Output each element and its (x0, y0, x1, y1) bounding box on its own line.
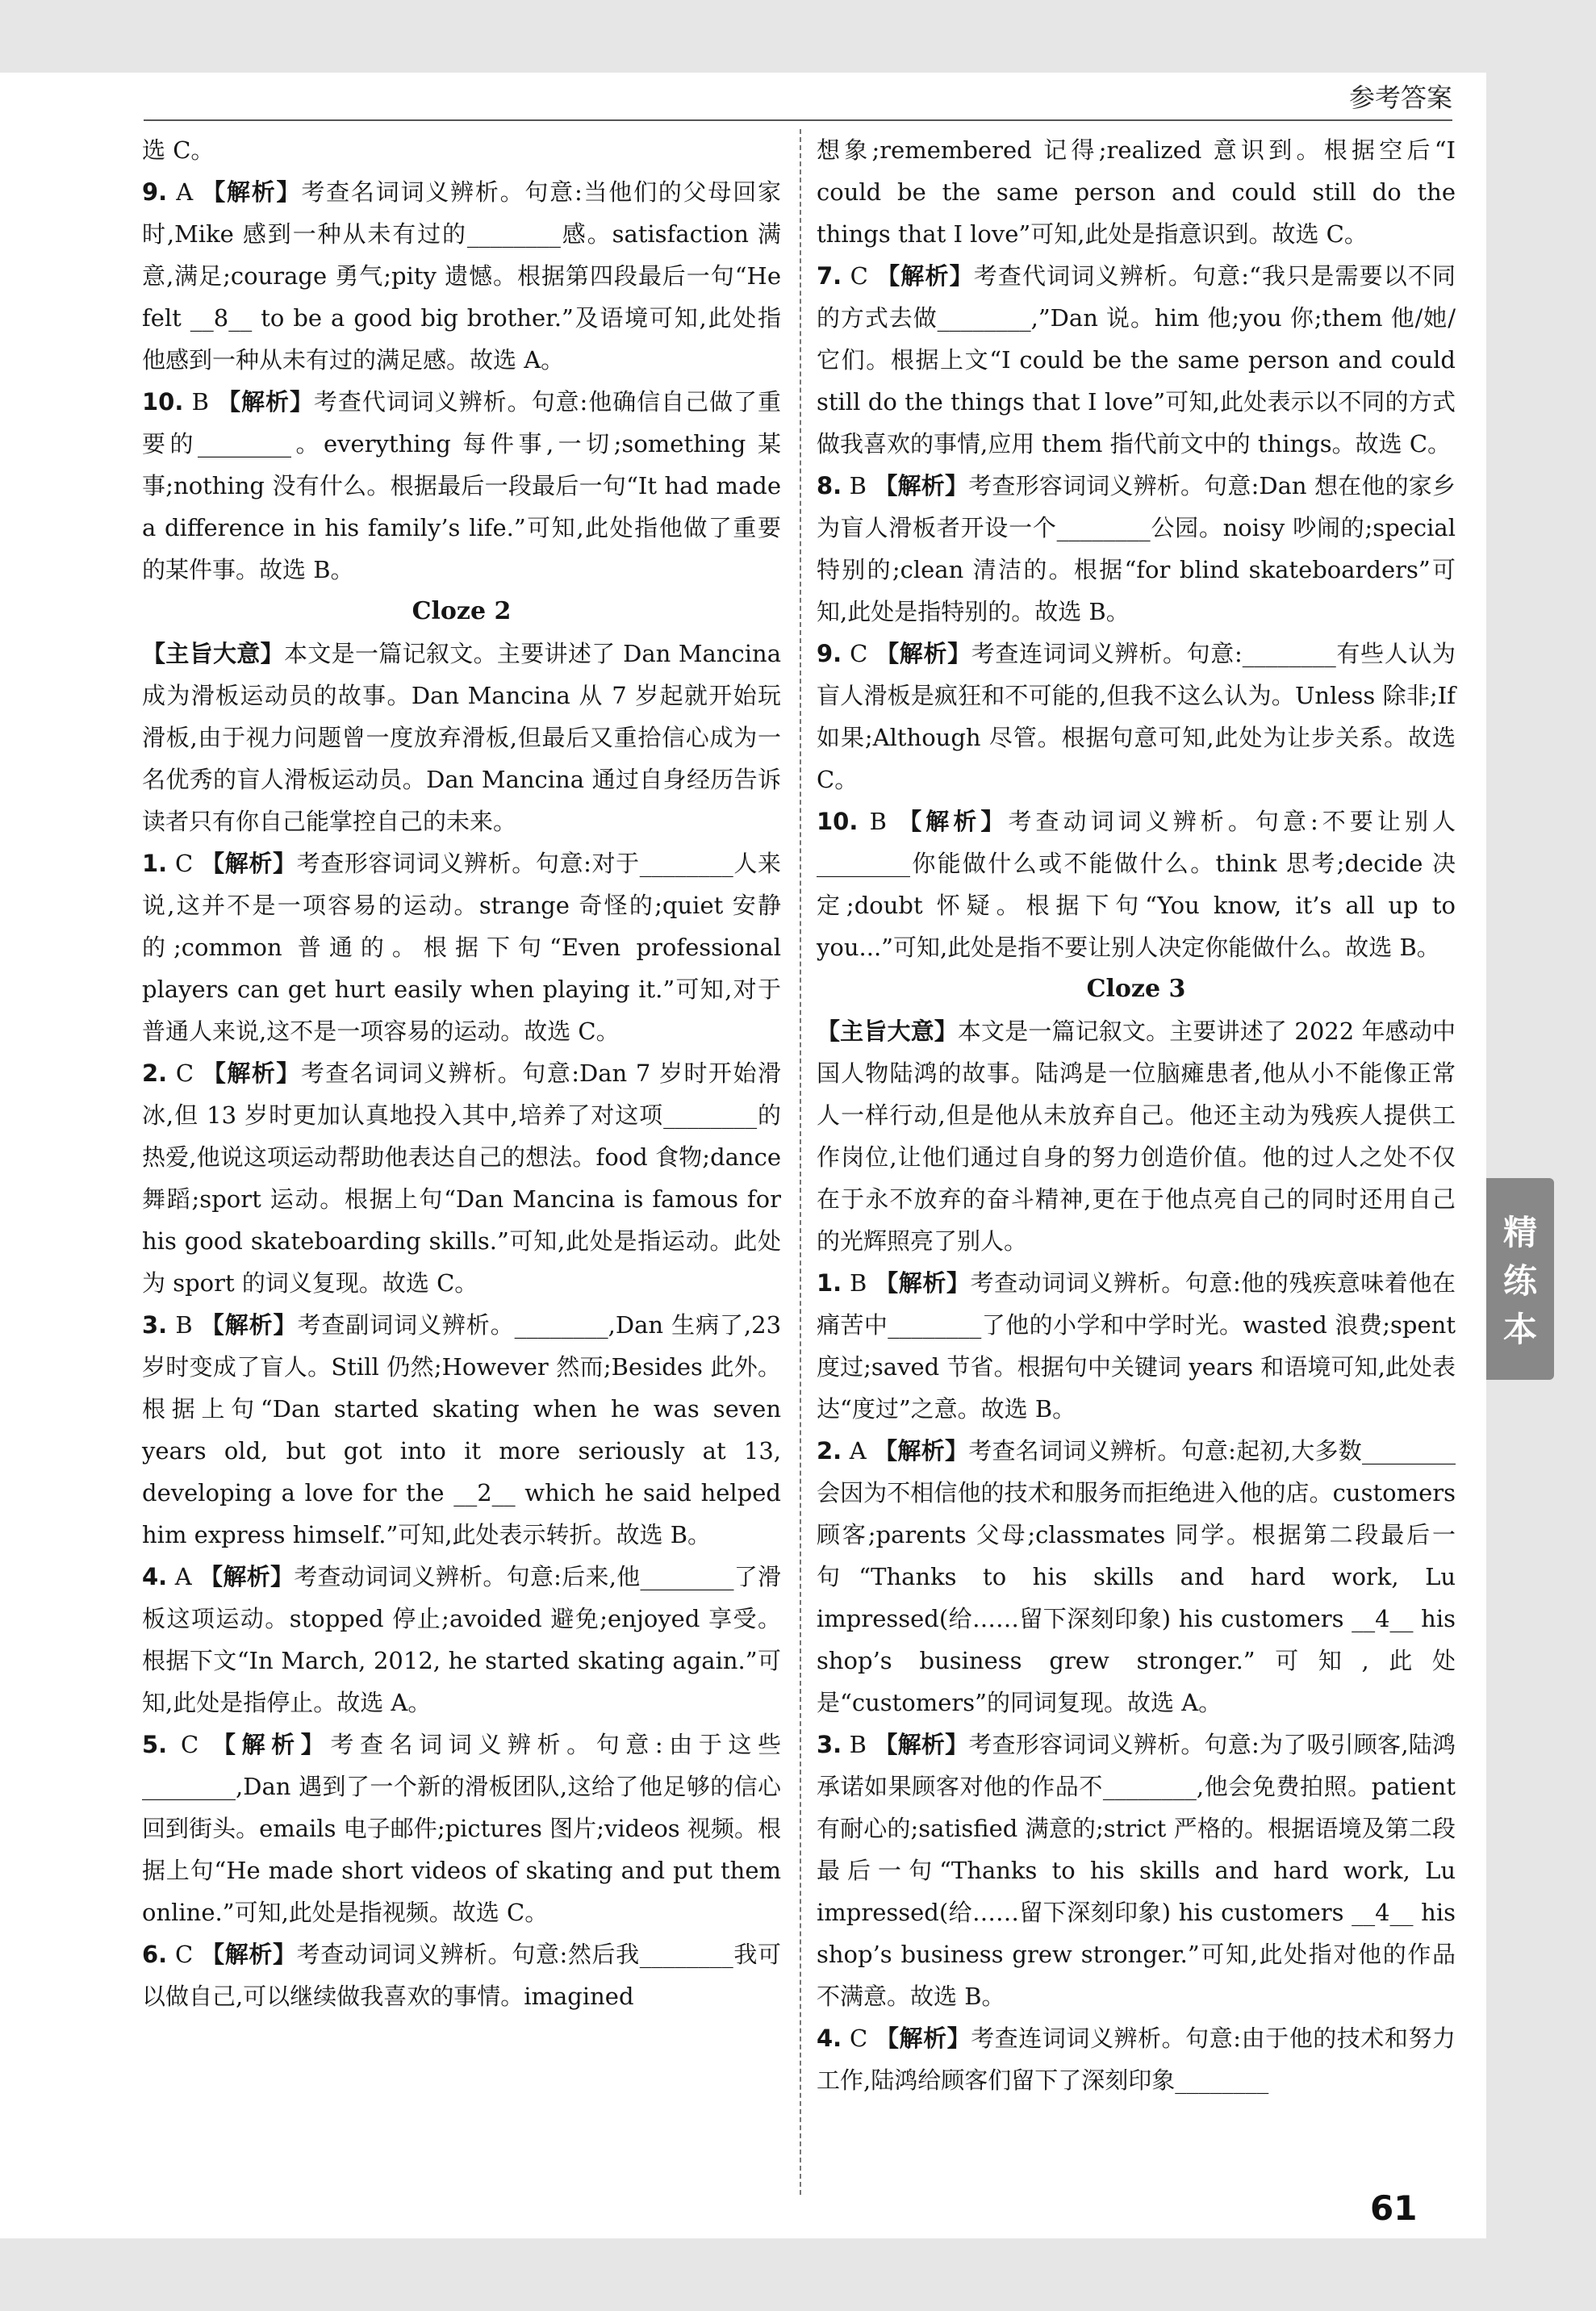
analysis-tag: 【解析】 (202, 1059, 301, 1087)
analysis-tag: 【解析】 (201, 850, 297, 877)
question-number: 4. (142, 1563, 168, 1590)
analysis-tag: 【解析】 (875, 2025, 971, 2052)
question-number: 2. (817, 1437, 842, 1465)
header-rule (144, 119, 1452, 121)
answer-item (142, 1052, 781, 1304)
question-number: 9. (142, 178, 168, 206)
analysis-text: 考查名词词义辨析。句意:当他们的父母回家时,Mike 感到一种从未有过的________感。satisfaction 满意,满足;courage 勇气;pity 遗憾。根据第四段最后一句“He felt __8__ to be a good big brother.”及语境可知,此处指他感到一种从未有过的满足感。故选 A。 (142, 178, 782, 374)
page-number: 61 (1370, 2188, 1418, 2228)
question-number: 3. (817, 1731, 842, 1758)
answer-item (817, 1430, 1456, 1724)
question-number: 9. (817, 640, 842, 667)
left-column (142, 129, 781, 2017)
analysis-text: 考查动词词义辨析。句意:后来,他________了滑板这项运动。stopped 停止;avoided 避免;enjoyed 享受。根据下文“In March, 2012, he started skating again.”可知,此处是指停止。故选 A。 (142, 1563, 782, 1716)
analysis-text: 考查名词词义辨析。句意:起初,大多数________会因为不相信他的技术和服务而拒绝进入他的店。customers 顾客;parents 父母;classmates 同学。根据第二段最后一句“Thanks to his skills and hard work, Lu impressed(给……留下深刻印象) his customers __4__ his shop’s business grew stronger.”可知,此处是“customers”的同词复现。故选 A。 (817, 1437, 1456, 1716)
answer-choice: C (175, 1059, 194, 1087)
question-number: 7. (817, 262, 842, 290)
question-number: 5. (142, 1731, 168, 1758)
analysis-tag: 【解析】 (199, 1563, 295, 1590)
analysis-tag: 【解析】 (874, 1437, 969, 1465)
analysis-tag: 【解析】 (875, 1269, 971, 1297)
analysis-tag: 【解析】 (200, 1311, 298, 1339)
analysis-tag: 【解析】 (874, 1731, 969, 1758)
question-number: 10. (142, 388, 184, 416)
column-divider (800, 129, 801, 2195)
answer-item (142, 1724, 781, 1933)
answer-item (142, 1933, 781, 2017)
answer-item (817, 465, 1456, 633)
main-idea (817, 1010, 1456, 1262)
question-number: 6. (142, 1941, 168, 1968)
answer-choice: B (869, 808, 887, 835)
page-header-title: 参考答案 (1348, 82, 1452, 113)
analysis-text: 考查动词词义辨析。句意:不要让别人________你能做什么或不能做什么。think 思考;decide 决定;doubt 怀疑。根据下句“You know, it’s all up to you...”可知,此处是指不要让别人决定你能做什么。故选 B。 (817, 808, 1456, 961)
answer-choice: B (849, 472, 867, 499)
answer-item (817, 1262, 1456, 1430)
answer-choice: B (850, 1269, 867, 1297)
analysis-text: 考查形容词词义辨析。句意:对于________人来说,这并不是一项容易的运动。strange 奇怪的;quiet 安静的;common 普通的。根据下句“Even professional players can get hurt easily when playing it.”可知,对于普通人来说,这不是一项容易的运动。故选 C。 (142, 850, 781, 1045)
answer-item (817, 255, 1456, 465)
right-column (817, 129, 1456, 2101)
answer-choice: B (175, 1311, 193, 1339)
analysis-tag: 【解析】 (202, 178, 302, 206)
question-number: 3. (142, 1311, 168, 1339)
answer-choice: C (850, 640, 868, 667)
analysis-text: 考查副词词义辨析。________,Dan 生病了,23 岁时变成了盲人。Still 仍然;However 然而;Besides 此外。根据上句“Dan started skating when he was seven years old, but got into it more seriously at 13, developing a love for the __2__ which he said helped him express himself.”可知,此处表示转折。故选 B。 (142, 1311, 782, 1548)
answer-choice: B (191, 388, 209, 416)
main-idea-text: 本文是一篇记叙文。主要讲述了 Dan Mancina 成为滑板运动员的故事。Dan Mancina 从 7 岁起就开始玩滑板,由于视力问题曾一度放弃滑板,但最后又重拾信心成为一名优秀的盲人滑板运动员。Dan Mancina 通过自身经历告诉读者只有你自己能掌控自己的未来。 (142, 640, 781, 835)
analysis-tag: 【解析】 (874, 472, 969, 499)
answer-item (142, 171, 781, 381)
analysis-text: 考查代词词义辨析。句意:他确信自己做了重要的________。everything 每件事,一切;something 某事;nothing 没有什么。根据最后一段最后一句“It had made a difference in his family’s life.”可知,此处指他做了重要的某件事。故选 B。 (142, 388, 781, 583)
answer-item (817, 633, 1456, 800)
answer-choice: B (849, 1731, 867, 1758)
analysis-text: 考查连词词义辨析。句意:________有些人认为盲人滑板是疯狂和不可能的,但我不这么认为。Unless 除非;If 如果;Although 尽管。根据句意可知,此处为让步关系。故选 C。 (817, 640, 1456, 793)
side-tab-label: 精 练 本 (1486, 1178, 1554, 1380)
analysis-text: 考查代词词义辨析。句意:“我只是需要以不同的方式去做________,”Dan 说。him 他;you 你;them 他/她/它们。根据上文“I could be the same person and could still do the things that I love”可知,此处表示以不同的方式做我喜欢的事情,应用 them 指代前文中的 things。故选 C。 (817, 262, 1456, 458)
answer-choice: C (181, 1731, 199, 1758)
section-title-cloze-2: Cloze 2 (412, 597, 512, 625)
answer-choice: C (849, 2025, 868, 2052)
section-title-cloze-3: Cloze 3 (1086, 975, 1186, 1003)
main-idea-text: 本文是一篇记叙文。主要讲述了 2022 年感动中国人物陆鸿的故事。陆鸿是一位脑瘫患者,他从小不能像正常人一样行动,但是他从未放弃自己。他还主动为残疾人提供工作岗位,让他们通过自身的努力创造价值。他的过人之处不仅在于永不放弃的奋斗精神,更在于他点亮自己的同时还用自己的光辉照亮了别人。 (817, 1018, 1456, 1255)
question-number: 10. (817, 808, 859, 835)
answer-item (142, 381, 781, 591)
analysis-text: 考查名词词义辨析。句意:由于这些________,Dan 遇到了一个新的滑板团队,这给了他足够的信心回到街头。emails 电子邮件;pictures 图片;videos 视频。根据上句“He made short videos of skating and put them online.”可知,此处是指视频。故选 C。 (142, 1731, 781, 1926)
question-number: 1. (817, 1269, 842, 1297)
answer-item (142, 1304, 781, 1556)
analysis-tag: 【解析】 (876, 262, 974, 290)
question-number: 8. (817, 472, 842, 499)
continued-text: 选 C。 (142, 136, 215, 164)
answer-choice: C (175, 1941, 194, 1968)
main-idea-tag: 【主旨大意】 (142, 640, 284, 667)
answer-choice: C (850, 262, 868, 290)
analysis-text: 考查动词词义辨析。句意:他的残疾意味着他在痛苦中________了他的小学和中学时光。wasted 浪费;spent 度过;saved 节省。根据句中关键词 years 和语境可知,此处表达“度过”之意。故选 B。 (817, 1269, 1456, 1423)
main-idea (142, 633, 781, 842)
analysis-tag: 【解析】 (201, 1941, 297, 1968)
analysis-text: 考查动词词义辨析。句意:然后我________我可以做自己,可以继续做我喜欢的事情。imagined (142, 1941, 781, 2010)
analysis-text: 考查名词词义辨析。句意:Dan 7 岁时开始滑冰,但 13 岁时更加认真地投入其中,培养了对这项________的热爱,他说这项运动帮助他表达自己的想法。food 食物;dance 舞蹈;sport 运动。根据上句“Dan Mancina is famous for his good skateboarding skills.”可知,此处是指运动。此处为 sport 的词义复现。故选 C。 (142, 1059, 782, 1297)
answer-choice: A (849, 1437, 867, 1465)
analysis-text: 考查形容词词义辨析。句意:Dan 想在他的家乡为盲人滑板者开设一个________公园。noisy 吵闹的;special 特别的;clean 清洁的。根据“for blind skateboarders”可知,此处是指特别的。故选 B。 (817, 472, 1456, 625)
analysis-text: 考查连词词义辨析。句意:由于他的技术和努力工作,陆鸿给顾客们留下了深刻印象________ (817, 2025, 1456, 2094)
continued-text: 想象;remembered 记得;realized 意识到。根据空后“I could be the same person and could still do the things that I love”可知,此处是指意识到。故选 C。 (817, 136, 1456, 248)
answer-item (142, 1556, 781, 1724)
main-idea-tag: 【主旨大意】 (817, 1018, 958, 1045)
analysis-tag: 【解析】 (898, 808, 1009, 835)
question-number: 2. (142, 1059, 168, 1087)
analysis-tag: 【解析】 (875, 640, 971, 667)
question-number: 4. (817, 2025, 842, 2052)
analysis-tag: 【解析】 (212, 1731, 331, 1758)
answer-choice: A (174, 1563, 192, 1590)
analysis-tag: 【解析】 (217, 388, 314, 416)
answer-choice: A (176, 178, 194, 206)
answer-item (817, 800, 1456, 968)
answer-item (817, 2017, 1456, 2101)
answer-item (142, 842, 781, 1052)
question-number: 1. (142, 850, 168, 877)
analysis-text: 考查形容词词义辨析。句意:为了吸引顾客,陆鸿承诺如果顾客对他的作品不________,他会免费拍照。patient 有耐心的;satisfied 满意的;strict 严格的。根据语境及第二段最后一句“Thanks to his skills and hard work, Lu impressed(给……留下深刻印象) his customers __4__ his shop’s business grew stronger.”可知,此处指对他的作品不满意。故选 B。 (817, 1731, 1456, 2010)
answer-choice: C (175, 850, 194, 877)
answer-item (817, 1724, 1456, 2017)
